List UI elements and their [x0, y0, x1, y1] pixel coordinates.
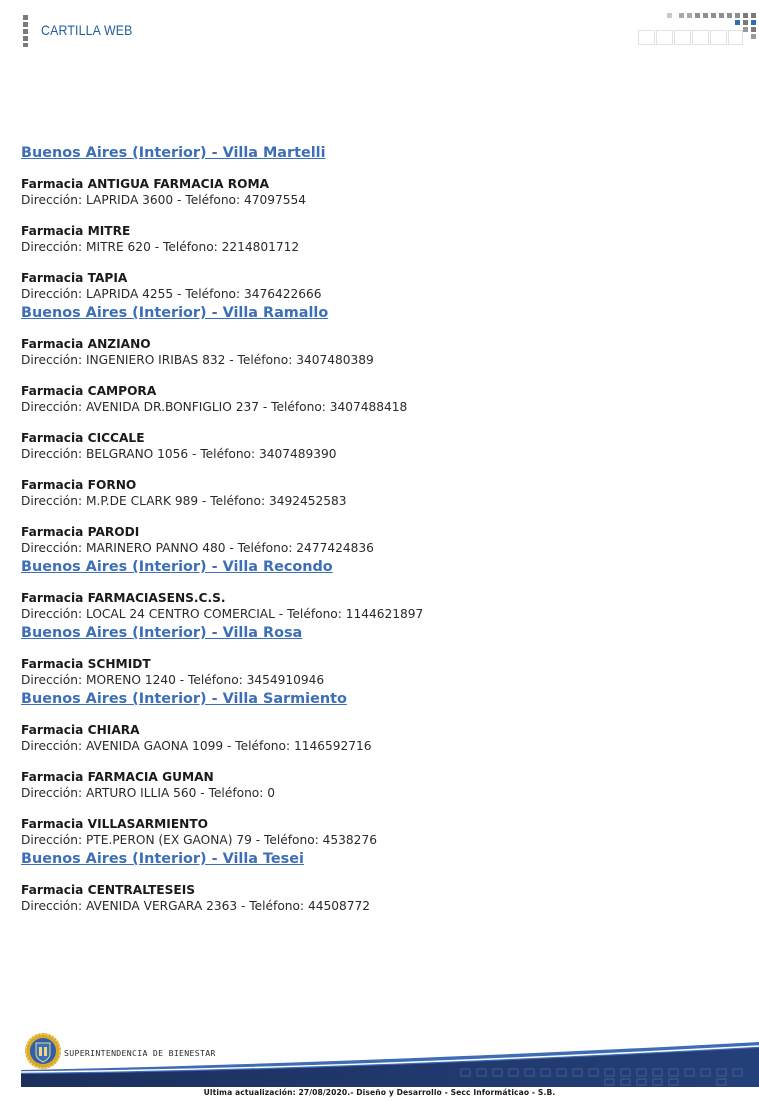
pharmacy-address: Dirección: MARINERO PANNO 480 - Teléfono: 2477424836: [21, 541, 374, 555]
list-item: [21, 722, 741, 769]
pharmacy-name: Farmacia ANZIANO: [21, 337, 151, 351]
pharmacy-name: Farmacia CENTRALTESEIS: [21, 883, 196, 897]
section-title[interactable]: Buenos Aires (Interior) - Villa Ramallo: [21, 305, 329, 321]
pharmacy-name: Farmacia ANTIGUA FARMACIA ROMA: [21, 177, 270, 191]
list-item: [21, 816, 741, 848]
list-item: [21, 223, 741, 270]
pharmacy-address: Dirección: PTE.PERON (EX GAONA) 79 - Teléfono: 4538276: [21, 833, 377, 847]
last-update-line: Ultima actualización: 27/08/2020.- Diseño y Desarrollo - Secc Informáticao - S.B.: [203, 1088, 556, 1097]
pharmacy-address: Dirección: LAPRIDA 3600 - Teléfono: 47097554: [21, 193, 307, 207]
section-title[interactable]: Buenos Aires (Interior) - Villa Martelli: [21, 145, 326, 161]
organization-name: SUPERINTENDENCIA DE BIENESTAR: [64, 1048, 216, 1058]
pharmacy-address: Dirección: AVENIDA DR.BONFIGLIO 237 - Teléfono: 3407488418: [21, 400, 408, 414]
page-title: CARTILLA WEB: [41, 22, 133, 38]
pharmacy-name: Farmacia CHIARA: [21, 723, 140, 737]
section-title[interactable]: Buenos Aires (Interior) - Villa Rosa: [21, 625, 303, 641]
pharmacy-address: Dirección: LAPRIDA 4255 - Teléfono: 3476422666: [21, 287, 322, 301]
pharmacy-address: Dirección: LOCAL 24 CENTRO COMERCIAL - Teléfono: 1144621897: [21, 607, 424, 621]
pharmacy-address: Dirección: AVENIDA VERGARA 2363 - Teléfono: 44508772: [21, 899, 370, 913]
section-villa-recondo: [21, 556, 741, 622]
list-item: [21, 336, 741, 383]
list-item: [21, 270, 741, 302]
section-villa-sarmiento: [21, 688, 741, 848]
pharmacy-list: [21, 142, 741, 914]
pharmacy-name: Farmacia CAMPORA: [21, 384, 157, 398]
list-item: [21, 769, 741, 816]
section-villa-tesei: [21, 848, 741, 914]
pharmacy-address: Dirección: AVENIDA GAONA 1099 - Teléfono: 1146592716: [21, 739, 372, 753]
pharmacy-name: Farmacia FARMACIASENS.C.S.: [21, 591, 226, 605]
list-item: [21, 383, 741, 430]
pharmacy-address: Dirección: M.P.DE CLARK 989 - Teléfono: 3492452583: [21, 494, 347, 508]
section-villa-ramallo: [21, 302, 741, 556]
list-item: [21, 430, 741, 477]
pharmacy-name: Farmacia SCHMIDT: [21, 657, 151, 671]
list-item: [21, 656, 741, 688]
pharmacy-address: Dirección: BELGRANO 1056 - Teléfono: 3407489390: [21, 447, 337, 461]
pharmacy-name: Farmacia CICCALE: [21, 431, 145, 445]
section-title[interactable]: Buenos Aires (Interior) - Villa Recondo: [21, 559, 333, 575]
pharmacy-address: Dirección: MORENO 1240 - Teléfono: 3454910946: [21, 673, 325, 687]
section-villa-rosa: [21, 622, 741, 688]
list-item: [21, 524, 741, 556]
list-item: [21, 176, 741, 223]
pharmacy-address: Dirección: ARTURO ILLIA 560 - Teléfono: 0: [21, 786, 275, 800]
pharmacy-name: Farmacia PARODI: [21, 525, 140, 539]
section-title[interactable]: Buenos Aires (Interior) - Villa Tesei: [21, 851, 304, 867]
list-item: [21, 882, 741, 914]
superintendencia-seal-logo: [24, 1032, 62, 1070]
footer-wave-banner-icon: [21, 1036, 759, 1088]
pharmacy-name: Farmacia FARMACIA GUMAN: [21, 770, 214, 784]
pharmacy-name: Farmacia FORNO: [21, 478, 137, 492]
pharmacy-address: Dirección: MITRE 620 - Teléfono: 2214801712: [21, 240, 300, 254]
list-item: [21, 477, 741, 524]
header-bar-icon: [23, 15, 28, 47]
section-villa-martelli: [21, 142, 741, 302]
pharmacy-address: Dirección: INGENIERO IRIBAS 832 - Teléfono: 3407480389: [21, 353, 374, 367]
section-title[interactable]: Buenos Aires (Interior) - Villa Sarmiento: [21, 691, 347, 707]
list-item: [21, 590, 741, 622]
pharmacy-name: Farmacia TAPIA: [21, 271, 128, 285]
header-squares-decoration-icon: [637, 11, 759, 47]
pharmacy-name: Farmacia VILLASARMIENTO: [21, 817, 209, 831]
pharmacy-name: Farmacia MITRE: [21, 224, 131, 238]
